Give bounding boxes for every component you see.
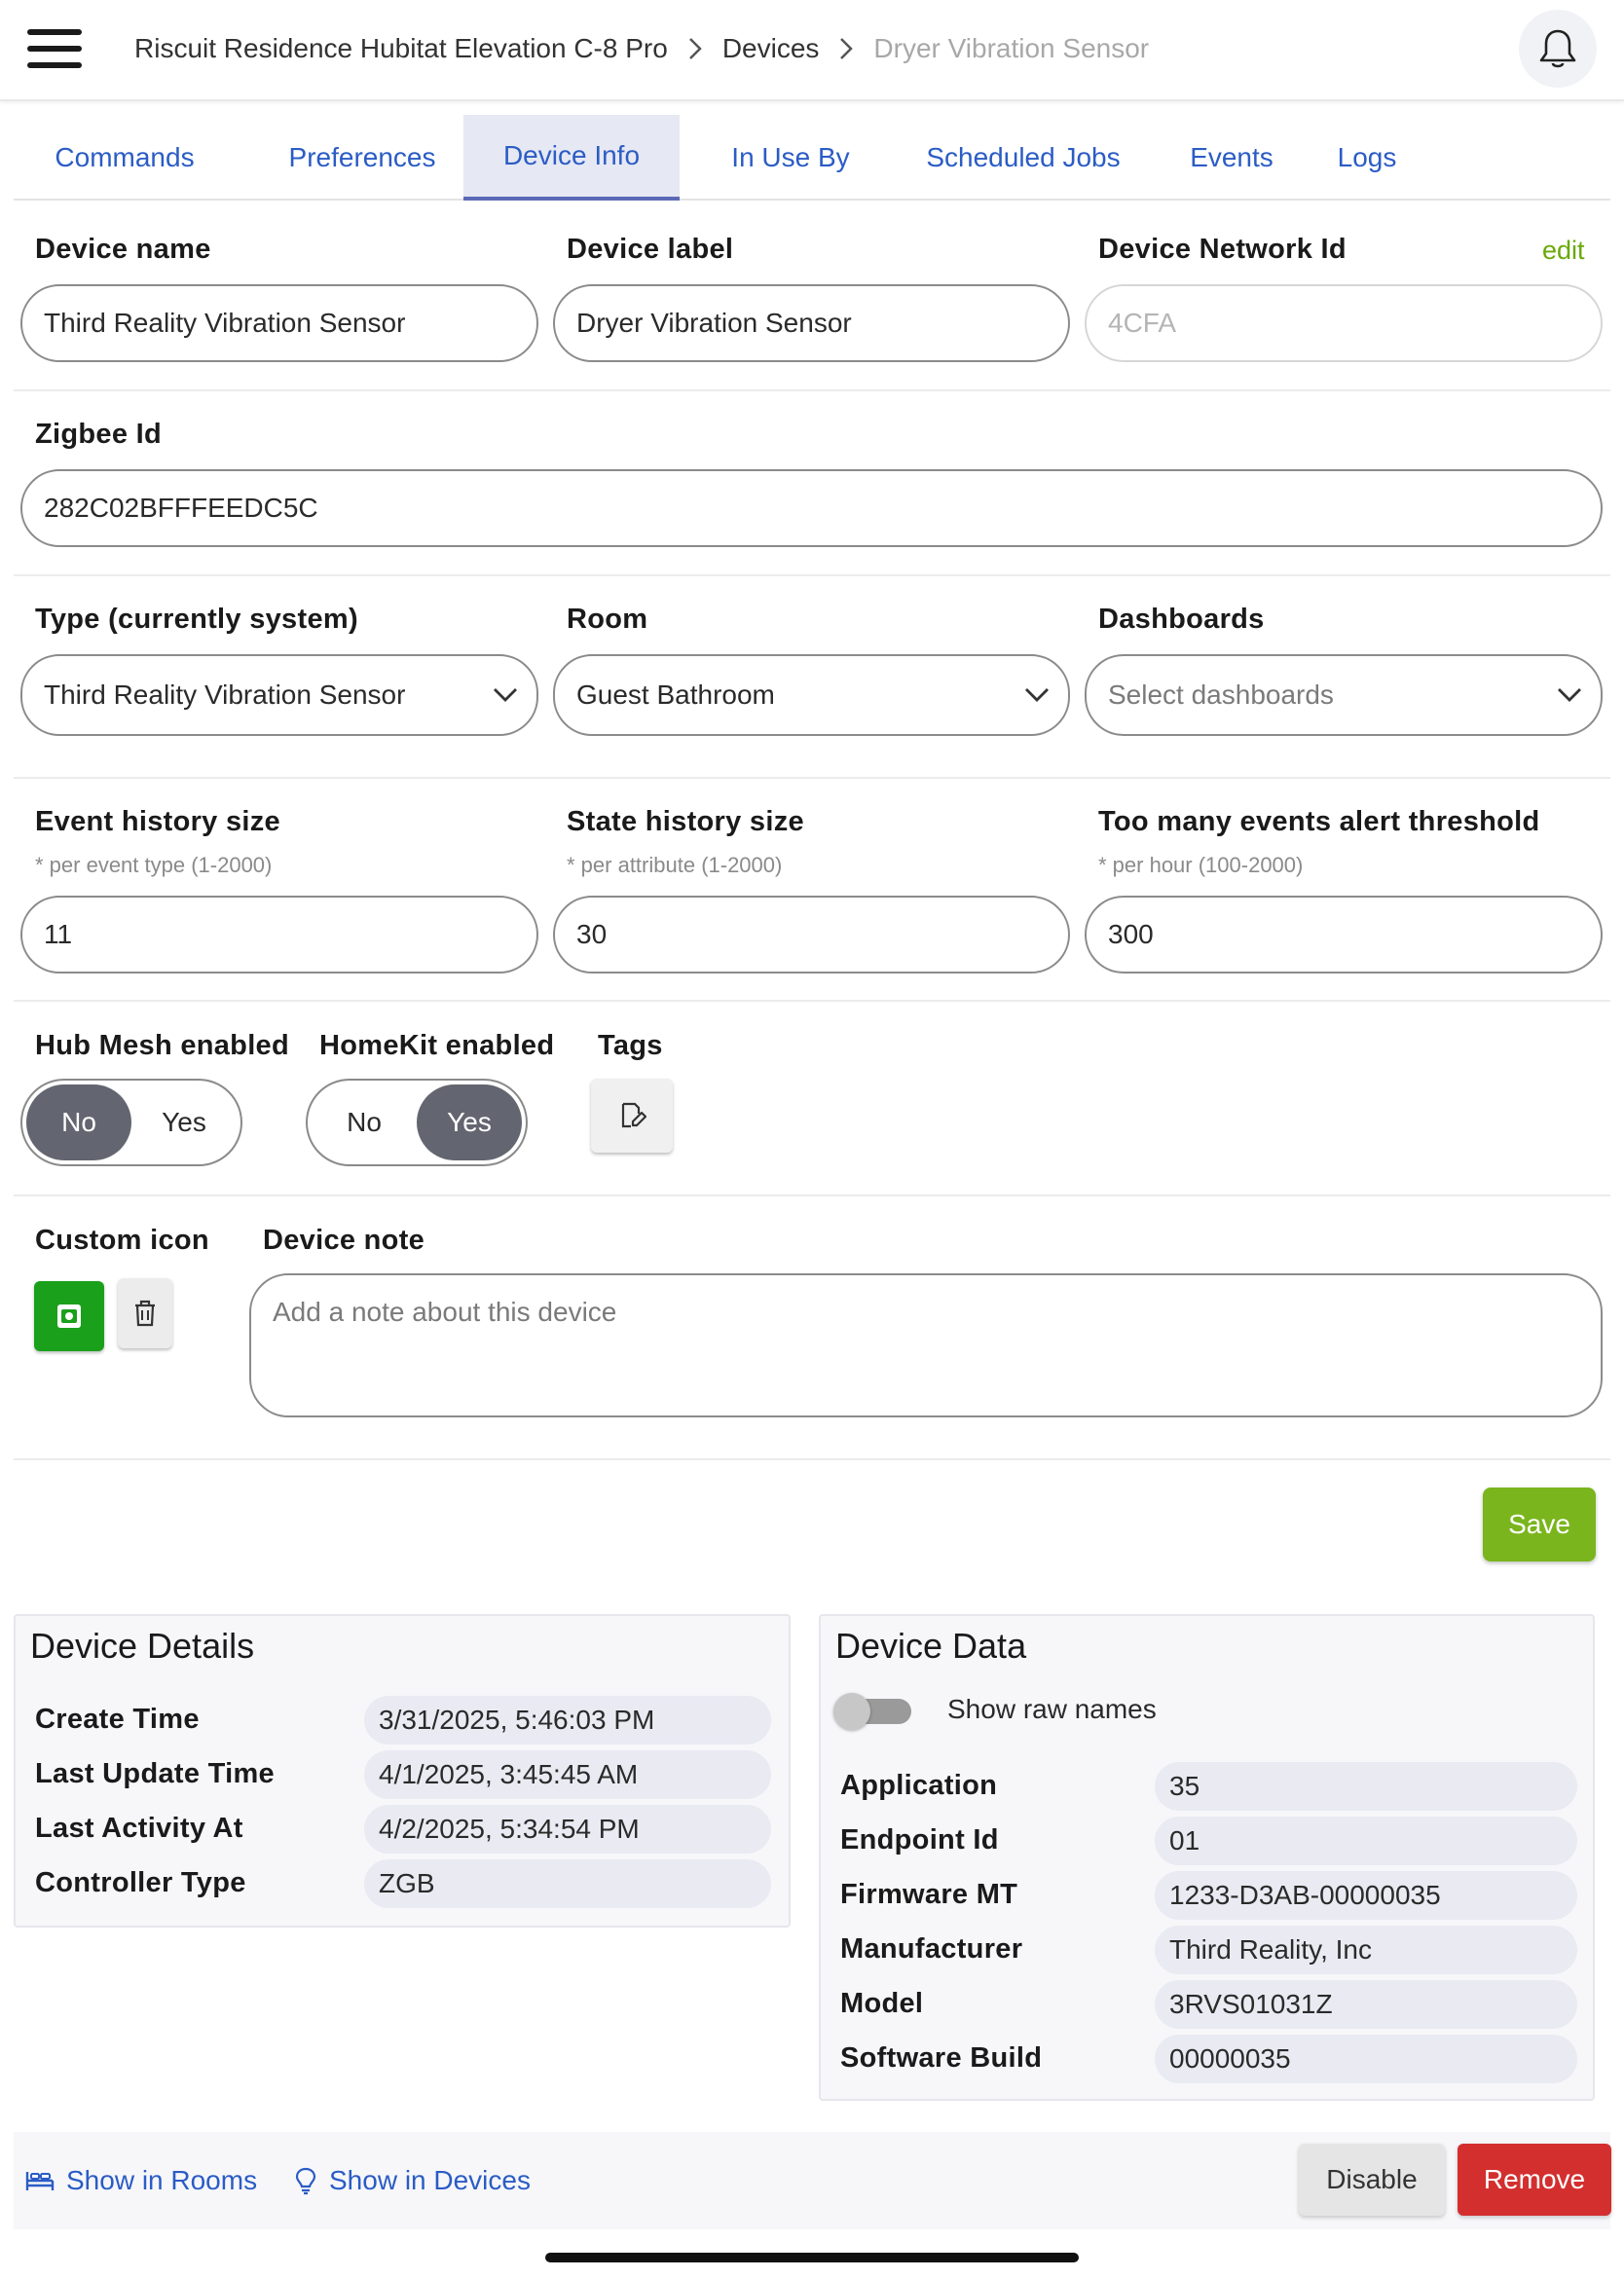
state-history-value: 30 xyxy=(576,919,608,949)
type-value: Third Reality Vibration Sensor xyxy=(44,680,406,710)
device-note-label: Device note xyxy=(263,1225,425,1256)
event-history-hint: * per event type (1-2000) xyxy=(35,853,273,877)
too-many-events-hint: * per hour (100-2000) xyxy=(1098,853,1304,877)
data-value: 1233-D3AB-00000035 xyxy=(1155,1871,1577,1920)
data-value: Third Reality, Inc xyxy=(1155,1926,1577,1974)
detail-label: Last Activity At xyxy=(35,1813,243,1844)
detail-value: 4/2/2025, 5:34:54 PM xyxy=(364,1805,771,1854)
type-select[interactable] xyxy=(20,654,538,736)
hub-mesh-toggle[interactable] xyxy=(20,1079,242,1166)
chevron-right-icon xyxy=(819,0,873,97)
show-in-rooms-label: Show in Rooms xyxy=(66,2165,258,2195)
detail-value: 4/1/2025, 3:45:45 AM xyxy=(364,1750,771,1799)
chevron-right-icon xyxy=(668,0,722,97)
device-name-field[interactable] xyxy=(20,284,538,362)
custom-icon-label: Custom icon xyxy=(35,1225,209,1256)
data-label: Application xyxy=(840,1770,998,1801)
tab-scheduled-jobs[interactable]: Scheduled Jobs xyxy=(926,142,1121,172)
zigbee-id-field[interactable] xyxy=(20,469,1603,547)
bell-icon xyxy=(1536,26,1579,71)
data-value: 00000035 xyxy=(1155,2035,1577,2083)
event-history-input[interactable] xyxy=(20,896,538,974)
breadcrumb-hub[interactable]: Riscuit Residence Hubitat Elevation C-8 Pro xyxy=(134,33,668,63)
tab-in-use-by[interactable]: In Use By xyxy=(731,142,850,172)
chevron-down-icon xyxy=(492,686,519,704)
data-value: 3RVS01031Z xyxy=(1155,1980,1577,2029)
tab-commands[interactable]: Commands xyxy=(55,142,195,172)
data-label: Firmware MT xyxy=(840,1879,1018,1910)
custom-icon-button[interactable] xyxy=(34,1281,104,1351)
dashboards-label: Dashboards xyxy=(1098,604,1265,635)
show-in-devices-label: Show in Devices xyxy=(329,2165,531,2195)
top-bar xyxy=(0,0,1624,101)
detail-value: 3/31/2025, 5:46:03 PM xyxy=(364,1696,771,1745)
data-label: Model xyxy=(840,1988,924,2019)
data-value: 01 xyxy=(1155,1817,1577,1865)
delete-icon-button[interactable] xyxy=(118,1278,172,1348)
menu-icon[interactable] xyxy=(27,29,82,68)
divider xyxy=(14,1000,1610,1002)
trash-icon xyxy=(132,1299,158,1328)
homekit-label: HomeKit enabled xyxy=(319,1030,555,1061)
tab-device-info[interactable]: Device Info xyxy=(463,115,680,201)
too-many-events-label: Too many events alert threshold xyxy=(1098,806,1540,837)
event-history-label: Event history size xyxy=(35,806,280,837)
device-note-placeholder: Add a note about this device xyxy=(273,1297,617,1327)
divider xyxy=(14,574,1610,576)
data-label: Manufacturer xyxy=(840,1933,1023,1965)
dashboards-select[interactable] xyxy=(1085,654,1603,736)
device-note-textarea[interactable] xyxy=(249,1273,1603,1417)
divider xyxy=(14,389,1610,391)
device-label-field[interactable] xyxy=(553,284,1070,362)
dashboards-placeholder: Select dashboards xyxy=(1108,680,1334,710)
edit-note-icon xyxy=(617,1100,646,1131)
event-history-value: 11 xyxy=(44,919,73,949)
data-value: 35 xyxy=(1155,1762,1577,1811)
bed-icon xyxy=(25,2169,55,2192)
detail-label: Controller Type xyxy=(35,1867,246,1898)
divider xyxy=(14,777,1610,779)
breadcrumb-devices[interactable]: Devices xyxy=(721,33,820,63)
data-label: Endpoint Id xyxy=(840,1824,999,1855)
hub-mesh-yes-option[interactable]: Yes xyxy=(162,1107,206,1137)
remove-button[interactable]: Remove xyxy=(1458,2144,1611,2216)
notifications-button[interactable] xyxy=(1519,10,1597,88)
detail-value: ZGB xyxy=(364,1859,771,1908)
homekit-yes-option[interactable]: Yes xyxy=(417,1084,522,1160)
chevron-down-icon xyxy=(1556,686,1583,704)
device-icon xyxy=(55,1302,84,1331)
switch-knob xyxy=(833,1693,870,1730)
home-indicator xyxy=(545,2253,1079,2262)
state-history-label: State history size xyxy=(567,806,804,837)
tab-logs[interactable]: Logs xyxy=(1337,142,1397,172)
too-many-events-value: 300 xyxy=(1108,919,1154,949)
show-in-rooms-link[interactable] xyxy=(25,2132,257,2229)
state-history-hint: * per attribute (1-2000) xyxy=(567,853,783,877)
zigbee-id-value: 282C02BFFFEEDC5C xyxy=(44,493,318,523)
network-id-value: 4CFA xyxy=(1108,308,1177,338)
detail-label: Last Update Time xyxy=(35,1758,275,1789)
network-id-field xyxy=(1085,284,1603,362)
device-name-label: Device name xyxy=(35,234,211,265)
tab-events[interactable]: Events xyxy=(1190,142,1273,172)
tags-label: Tags xyxy=(598,1030,663,1061)
device-details-title: Device Details xyxy=(30,1626,255,1666)
detail-label: Create Time xyxy=(35,1704,200,1735)
homekit-no-option[interactable]: No xyxy=(347,1107,382,1137)
room-value: Guest Bathroom xyxy=(576,680,775,710)
breadcrumb xyxy=(134,0,1149,97)
homekit-toggle[interactable] xyxy=(306,1079,528,1166)
device-label-label: Device label xyxy=(567,234,734,265)
zigbee-id-label: Zigbee Id xyxy=(35,419,162,450)
divider xyxy=(14,1194,1610,1196)
tab-preferences[interactable]: Preferences xyxy=(288,142,436,172)
breadcrumb-current: Dryer Vibration Sensor xyxy=(873,33,1150,63)
show-raw-names-label: Show raw names xyxy=(947,1694,1157,1724)
network-id-edit-link[interactable]: edit xyxy=(1542,236,1585,265)
chevron-down-icon xyxy=(1023,686,1051,704)
tab-bar xyxy=(14,115,1610,201)
room-select[interactable] xyxy=(553,654,1070,736)
too-many-events-input[interactable] xyxy=(1085,896,1603,974)
disable-button[interactable]: Disable xyxy=(1299,2144,1445,2216)
device-name-value: Third Reality Vibration Sensor xyxy=(44,308,406,338)
device-label-value: Dryer Vibration Sensor xyxy=(576,308,852,338)
data-label: Software Build xyxy=(840,2042,1043,2074)
lightbulb-icon xyxy=(294,2166,317,2195)
room-label: Room xyxy=(567,604,648,635)
network-id-label: Device Network Id xyxy=(1098,234,1347,265)
hub-mesh-label: Hub Mesh enabled xyxy=(35,1030,289,1061)
state-history-input[interactable] xyxy=(553,896,1070,974)
divider xyxy=(14,1458,1610,1460)
edit-tags-button[interactable] xyxy=(591,1079,673,1153)
type-label: Type (currently system) xyxy=(35,604,358,635)
show-in-devices-link[interactable] xyxy=(294,2132,531,2229)
device-data-title: Device Data xyxy=(835,1626,1027,1666)
hub-mesh-no-option[interactable]: No xyxy=(26,1084,131,1160)
show-raw-names-switch[interactable] xyxy=(833,1693,911,1728)
save-button[interactable]: Save xyxy=(1483,1488,1596,1562)
